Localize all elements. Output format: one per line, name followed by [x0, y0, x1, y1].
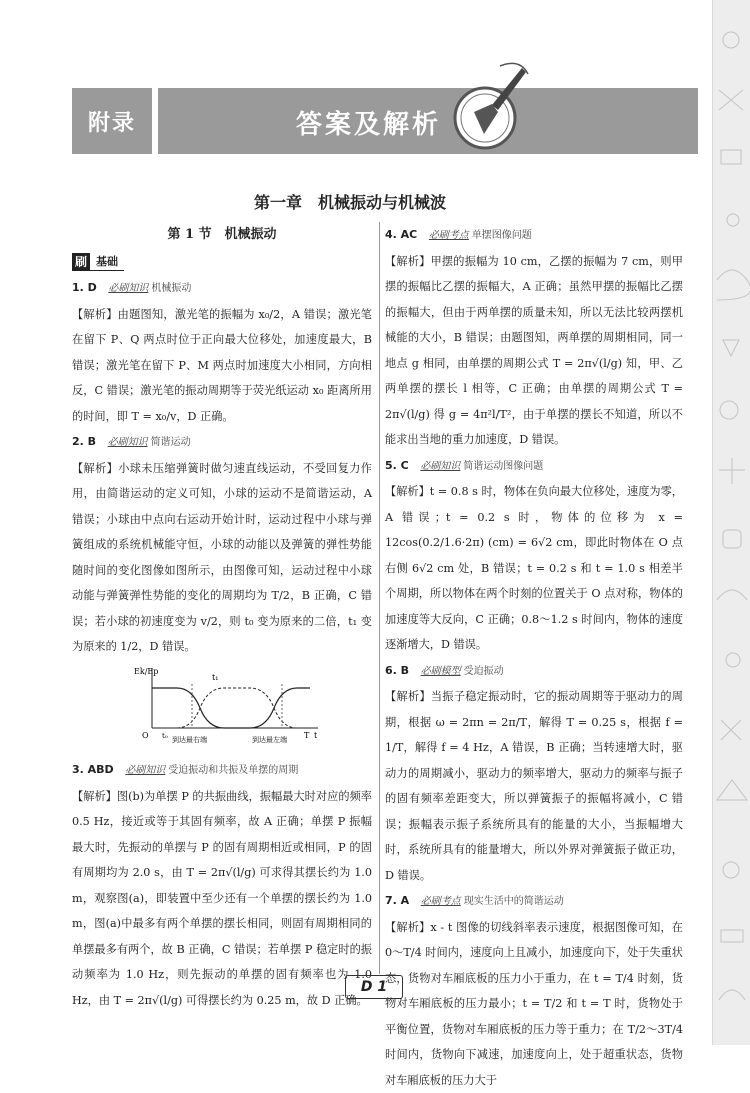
- answer-explanation: 【解析】由题图知，激光笔的振幅为 x₀/2，A 错误；激光笔在留下 P、Q 两点时位于正向最大位移处，加速度最大，B 错误；激光笔在留下 P、M 两点时加速度大小相同，方向相反，C 错误；激光笔的振动周期等于荧光纸运动 x₀ 距离所用的时间，即 T = x₀/v，D 正确。: [72, 302, 372, 430]
- graph-label-right-end: 到达最右端: [172, 735, 207, 744]
- decorative-side-strip: [712, 0, 750, 1045]
- answer-head: 1. D: [72, 281, 97, 294]
- answer-item: [385, 222, 683, 453]
- chapter-title: 第一章 机械振动与机械波: [0, 190, 700, 213]
- knowledge-tag: 必刷知识 简谐运动图像问题: [420, 461, 543, 472]
- answer-head: 7. A: [385, 894, 409, 907]
- answer-explanation: 【解析】甲摆的振幅为 10 cm，乙摆的振幅为 7 cm，则甲摆的振幅比乙摆的振幅大，A 正确；虽然甲摆的振幅比乙摆的振幅大，但由于两单摆的质量未知，所以无法比较两摆机械能的大小，B 错误；由题图知，两单摆的周期相同，同一地点 g 相同，由单摆的周期公式 T = 2π√(l/g) 知，甲、乙两单摆的摆长 l 相等，C 正确；由单摆的周期公式 T = 2π√(l/g) 得 g = 4π²l/T²，由于单摆的摆长不知道，所以不能求出当地的重力加速度，D 错误。: [385, 249, 683, 453]
- answer-item: [72, 429, 372, 757]
- answer-item: [385, 658, 683, 889]
- knowledge-tag: 必刷模型 受迫振动: [421, 666, 504, 677]
- answer-explanation: 【解析】当振子稳定振动时，它的振动周期等于驱动力的周期，根据 ω = 2πn = 2π/T，解得 T = 0.25 s，根据 f = 1/T，解得 f = 4 Hz，A 错误，B 正确；当转速增大时，驱动力的周期减小，驱动力的频率增大，驱动力的频率与振子的固有频率差距变大，所以弹簧振子的振幅将减小，C 错误；振幅表示振子系统所具有的能量的大小，当振幅增大时，系统所具有的能量增大，所以外界对弹簧振子做正功，D 错误。: [385, 684, 683, 888]
- knowledge-tag: 必刷知识 受迫振动和共振及单摆的周期: [125, 765, 298, 776]
- answer-head: 3. ABD: [72, 763, 114, 776]
- energy-time-graph: [132, 664, 322, 744]
- graph-ylabel: Ek/Ep: [134, 667, 158, 676]
- answer-explanation: 【解析】x - t 图像的切线斜率表示速度，根据图像可知，在 0～T/4 时间内，速度向上且减小，加速度向下，处于失重状态，货物对车厢底板的压力小于重力，在 t = T/4 时刻，货物对车厢底板的压力最小；t = T/2 和 t = T 时，货物处于平衡位置，货物对车厢底板的压力等于重力；在 T/2～3T/4 时间内，货物向下减速，加速度向上，处于超重状态，货物对车厢底板的压力大于: [385, 915, 683, 1093]
- graph-t0-label: t₀: [162, 732, 168, 740]
- graph-origin: O: [142, 731, 149, 740]
- answer-head: 5. C: [385, 459, 409, 472]
- appendix-label: 附录: [72, 88, 152, 154]
- doodle-pattern: [713, 0, 750, 1045]
- answer-item: [385, 888, 683, 1093]
- knowledge-tag: 必刷知识 机械振动: [108, 283, 191, 294]
- header-banner: [158, 88, 698, 154]
- graph-label-left-end: 到达最左端: [252, 735, 287, 744]
- graph-t-axis: t: [314, 731, 318, 740]
- answer-explanation: 【解析】小球未压缩弹簧时做匀速直线运动，不受回复力作用，由简谐运动的定义可知，小球的运动不是简谐运动，A 错误；小球由中点向右运动开始计时，运动过程中小球与弹簧组成的系统机械能守恒，小球的动能以及弹簧的弹性势能随时间的变化图像如图所示，由图像可知，运动过程中小球动能与弹簧弹性势能的变化的周期均为 T/2，B 正确，C 错误；若小球的初速度变为 v/2，则 t₀ 变为原来的二倍，t₁ 变为原来的 1/2，D 错误。: [72, 456, 372, 660]
- right-column: [385, 222, 683, 1093]
- answer-item: [385, 453, 683, 658]
- badge-label: 基础: [90, 253, 124, 271]
- graph-t1-label: t₁: [212, 673, 218, 682]
- knowledge-tag: 必刷知识 简谐运动: [108, 437, 191, 448]
- answer-head: 4. AC: [385, 228, 417, 241]
- badge-mark: 刷: [72, 253, 90, 271]
- pen-emblem-icon: [440, 60, 530, 155]
- answer-explanation: 【解析】图(b)为单摆 P 的共振曲线，振幅最大时对应的频率 0.5 Hz，接近或等于其固有频率，故 A 正确；单摆 P 振幅最大时，先振动的单摆与 P 的固有周期相近或相同，P 的固有周期均为 2.0 s，由 T = 2π√(l/g) 可求得其摆长约为 1.0 m，观察图(a)，即装置中至少还有一个单摆的摆长约为 1.0 m，图(a)中最多有两个单摆的摆长相同，则固有周期相同的单摆最多有两个，故 B 正确，C 错误；若单摆 P 稳定时的振动频率为 1.0 Hz，则先振动的单摆的固有频率也为 1.0 Hz，由 T = 2π√(l/g) 可得摆长约为 0.25 m，故 D 正确。: [72, 784, 372, 1014]
- left-column: [72, 222, 372, 1013]
- answer-explanation: 【解析】t = 0.8 s 时，物体在负向最大位移处，速度为零，A 错误；t = 0.2 s 时，物体的位移为 x = 12cos(0.2/1.6·2π) (cm) = 6√2 cm，即此时物体在 O 点右侧 6√2 cm 处，B 错误；t = 0.2 s 和 t = 1.0 s 相差半个周期，所以物体在两个时刻的位置关于 O 点对称，物体的加速度等大反向，C 正确；0.8～1.2 s 时间内，物体的速度逐渐增大，D 错误。: [385, 479, 683, 658]
- page-number: D 1: [345, 975, 403, 999]
- basic-badge: [72, 253, 124, 271]
- section-title: 第 1 节 机械振动: [72, 222, 372, 248]
- graph-T-label: T: [304, 731, 310, 740]
- column-divider: [379, 222, 380, 974]
- answer-head: 6. B: [385, 664, 409, 677]
- knowledge-tag: 必刷考点 现实生活中的简谐运动: [421, 896, 564, 907]
- answer-item: [72, 275, 372, 429]
- knowledge-tag: 必刷考点 单摆图像问题: [429, 230, 532, 241]
- header-title: 答案及解析: [296, 104, 441, 141]
- answer-item: [72, 757, 372, 1013]
- answer-head: 2. B: [72, 435, 96, 448]
